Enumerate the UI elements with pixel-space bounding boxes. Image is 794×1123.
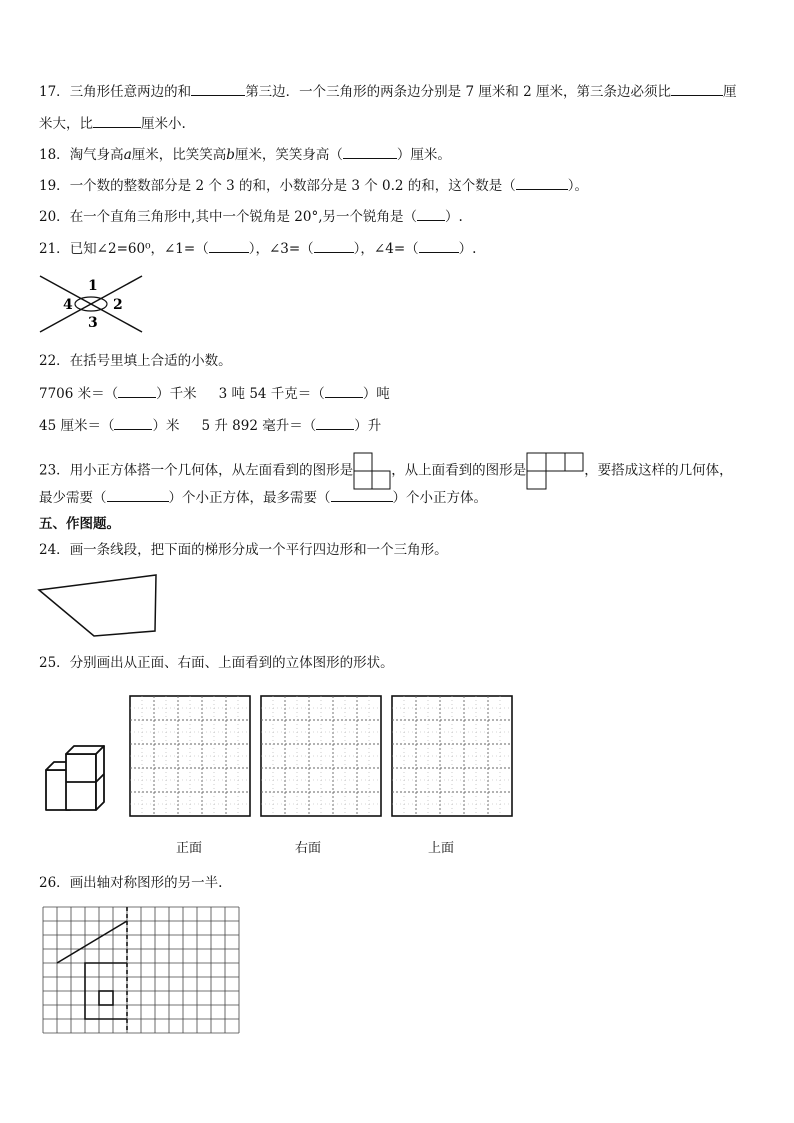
question-number: 26． [39,875,70,891]
question-text: ），∠4=（ [353,241,419,257]
top-view-grid[interactable] [390,694,514,818]
variable-b: b [226,147,235,163]
question-text: ）千米 [156,386,197,402]
angle-label-2: 2 [113,297,123,313]
question-19 [39,176,588,195]
question-number: 18． [39,147,70,163]
question-text: 第三边．一个三角形的两条边分别是 7 厘米和 2 厘米，第三条边必须比 [245,84,672,100]
question-24 [39,541,448,559]
question-text: ）. [445,209,463,225]
question-text: 45 厘米＝（ [39,418,115,434]
answer-blank[interactable] [419,239,459,253]
question-number: 25． [39,655,70,671]
question-25 [39,654,394,672]
half-figure-diagonal [57,921,127,963]
question-number: 24． [39,542,70,558]
question-text: 淘气身高 [69,147,124,163]
question-text: ，从上面看到的图形是 [391,462,527,479]
question-text: ）个小正方体，最多需要（ [168,490,331,506]
question-text: ，要搭成这样的几何体， [584,462,733,479]
question-text: 已知∠2=60⁰，∠1=（ [69,241,209,257]
angle-label-4: 4 [63,297,73,313]
question-text: 厘米，笑笑身高（ [234,147,343,163]
question-text: 用小正方体搭一个几何体，从左面看到的图形是 [69,462,354,479]
angle-diagram [36,272,148,336]
question-text: 三角形任意两边的和 [69,84,192,100]
answer-blank[interactable] [343,145,397,159]
question-text: 厘米，比笑笑高 [131,147,227,163]
section-5-title: 五、作图题。 [39,516,120,532]
answer-blank[interactable] [671,82,723,96]
question-18 [39,145,451,164]
question-text: 一个数的整数部分是 2 个 3 的和，小数部分是 3 个 0.2 的和，这个数是（ [69,178,516,194]
question-text: ）。 [567,178,589,194]
answer-blank[interactable] [209,239,249,253]
question-text: 在一个直角三角形中,其中一个锐角是 20°,另一个锐角是（ [69,209,417,225]
question-22-row-1 [39,384,390,403]
variable-a: a [123,147,132,163]
question-text: ）厘米。 [396,147,451,163]
question-text: 在括号里填上合适的小数。 [69,353,232,369]
answer-blank[interactable] [417,207,445,221]
question-text: ）升 [354,418,382,434]
question-text: 画一条线段，把下面的梯形分成一个平行四边形和一个三角形。 [69,542,448,558]
question-22-row-2 [39,416,381,435]
question-17-line-1 [39,82,737,101]
answer-blank[interactable] [316,416,354,430]
trapezoid-figure[interactable] [36,572,162,640]
symmetry-grid[interactable] [41,905,245,1037]
question-text: 最少需要（ [39,490,107,506]
cube-solid-figure [44,740,118,814]
question-text: 米大，比 [39,116,93,132]
question-text: 7706 米＝（ [39,386,119,402]
question-number: 23． [39,462,70,479]
answer-blank[interactable] [107,488,169,502]
question-text: 厘 [723,84,737,100]
question-22-title [39,352,232,370]
answer-blank[interactable] [516,176,568,190]
question-text: ）. [458,241,477,257]
question-text: 3 吨 54 千克＝（ [218,386,325,402]
question-text: ）吨 [362,386,390,402]
question-number: 19． [39,178,70,194]
answer-blank[interactable] [325,384,363,398]
question-17-line-2 [39,114,186,133]
question-number: 22． [39,353,70,369]
question-text: 厘米小. [141,116,186,132]
front-view-grid[interactable] [128,694,252,818]
answer-blank[interactable] [191,82,245,96]
question-number: 20． [39,209,70,225]
question-text: 分别画出从正面、右面、上面看到的立体图形的形状。 [69,655,394,671]
answer-blank[interactable] [93,114,141,128]
question-23-line-1 [39,452,733,490]
question-20 [39,207,463,226]
left-view-figure [353,452,391,490]
question-21 [39,239,476,258]
angle-label-3: 3 [88,315,98,331]
question-text: ）米 [152,418,180,434]
question-number: 21． [39,241,70,257]
angle-label-1: 1 [88,278,98,294]
question-text: 画出轴对称图形的另一半. [69,875,223,891]
answer-blank[interactable] [118,384,156,398]
caption-front: 正面 [176,841,203,856]
caption-top: 上面 [428,841,455,856]
top-view-figure [526,452,584,490]
question-number: 17． [39,84,70,100]
question-text: 5 升 892 毫升＝（ [201,418,317,434]
answer-blank[interactable] [331,488,393,502]
answer-blank[interactable] [314,239,354,253]
question-23-line-2 [39,488,487,507]
question-text: ），∠3=（ [248,241,314,257]
answer-blank[interactable] [114,416,152,430]
right-view-grid[interactable] [259,694,383,818]
trapezoid-shape[interactable] [39,575,156,636]
caption-right: 右面 [295,841,322,856]
half-figure-inner [99,991,113,1005]
question-text: ）个小正方体。 [392,490,487,506]
question-26 [39,874,222,892]
